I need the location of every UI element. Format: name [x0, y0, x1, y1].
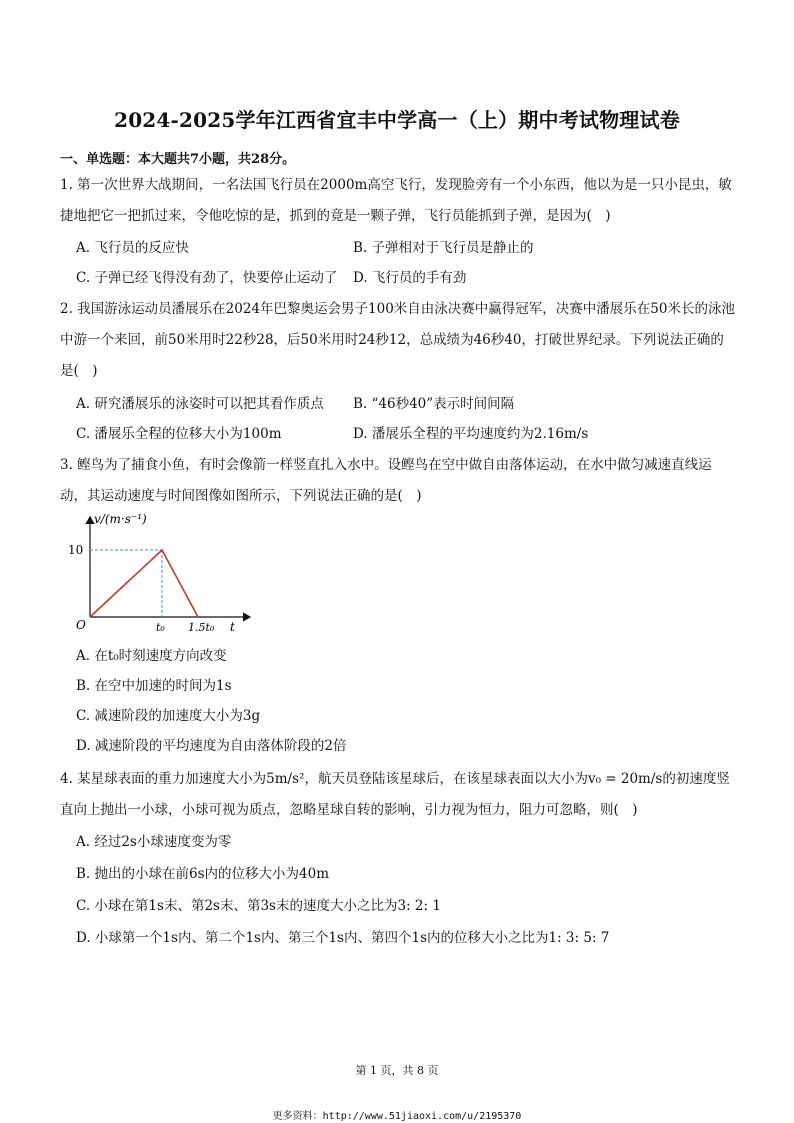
question-4-stem: 4. 某星球表面的重力加速度大小为5m/s²，航天员登陆该星球后，在该星球表面以大小为v₀ = 20m/s的初速度竖直向上抛出一小球，小球可视为质点，忽略星球自转的影响，引力视为恒力，阻力可忽略，则( ) — [60, 771, 730, 818]
q2-option-a: A. 研究潘展乐的泳姿时可以把其看作质点 — [76, 396, 324, 412]
origin-label: O — [76, 618, 86, 632]
q4-option-b: B. 抛出的小球在前6s内的位移大小为40m — [76, 866, 329, 882]
question-1-stem: 1. 第一次世界大战期间，一名法国飞行员在2000m高空飞行，发现脸旁有一个小东西，他以为是一只小昆虫，敏捷地把它一把抓过来，令他吃惊的是，抓到的竟是一颗子弹，飞行员能抓到子弹，是因为( ) — [60, 177, 732, 224]
q3-option-b: B. 在空中加速的时间为1s — [76, 678, 232, 694]
page-title: 2024-2025学年江西省宜丰中学高一（上）期中考试物理试卷 — [114, 108, 680, 132]
q2-option-d: D. 潘展乐全程的平均速度约为2.16m/s — [353, 426, 589, 442]
q1-option-c: C. 子弹已经飞得没有劲了，快要停止运动了 — [76, 270, 338, 286]
q3-option-d: D. 减速阶段的平均速度为自由落体阶段的2倍 — [76, 738, 347, 754]
y-tick-10: 10 — [68, 543, 84, 557]
vt-graph-svg — [60, 505, 260, 645]
section-header: 一、单选题：本大题共7小题，共28分。 — [60, 152, 296, 167]
q4-option-a: A. 经过2s小球速度变为零 — [76, 834, 232, 850]
velocity-line — [90, 550, 198, 617]
question-1-options — [76, 234, 736, 262]
x-axis-label: t — [230, 620, 235, 634]
y-axis-label: v/(m·s⁻¹) — [94, 512, 147, 526]
q2-option-c: C. 潘展乐全程的位移大小为100m — [76, 426, 282, 442]
x-tick-1-5t0: 1.5t₀ — [188, 621, 215, 634]
velocity-time-graph — [60, 505, 260, 645]
q2-option-b: B. “46秒40”表示时间间隔 — [353, 396, 515, 412]
q4-option-d: D. 小球第一个1s内、第二个1s内、第三个1s内、第四个1s内的位移大小之比为1: 3: 5: 7 — [76, 930, 610, 946]
q1-option-b: B. 子弹相对于飞行员是静止的 — [353, 240, 534, 256]
more-resources-link[interactable]: 更多资料：http://www.51jiaoxi.com/u/2195370 — [272, 1111, 522, 1122]
q4-option-c: C. 小球在第1s末、第2s末、第3s末的速度大小之比为3: 2: 1 — [76, 898, 441, 914]
q1-option-d: D. 飞行员的手有劲 — [353, 270, 467, 286]
question-2-stem: 2. 我国游泳运动员潘展乐在2024年巴黎奥运会男子100米自由泳决赛中赢得冠军，决赛中潘展乐在50米长的泳池中游一个来回，前50米用时22秒28，后50米用时24秒12，总成绩为46秒40，打破世界纪录。下列说法正确的是( ) — [60, 301, 735, 379]
q1-option-a: A. 飞行员的反应快 — [76, 240, 189, 256]
question-3-stem: 3. 鲣鸟为了捕食小鱼，有时会像箭一样竖直扎入水中。设鲣鸟在空中做自由落体运动，在水中做匀减速直线运动，其运动速度与时间图像如图所示，下列说法正确的是( ) — [60, 457, 712, 504]
question-2-options-2 — [76, 420, 736, 448]
q3-option-c: C. 减速阶段的加速度大小为3g — [76, 708, 261, 724]
question-2-options — [76, 390, 736, 418]
page-footer: 第 1 页，共 8 页 — [355, 1064, 439, 1077]
x-tick-t0: t₀ — [156, 621, 165, 634]
question-1-options-2 — [76, 264, 736, 292]
q3-option-a: A. 在t₀时刻速度方向改变 — [76, 648, 227, 664]
